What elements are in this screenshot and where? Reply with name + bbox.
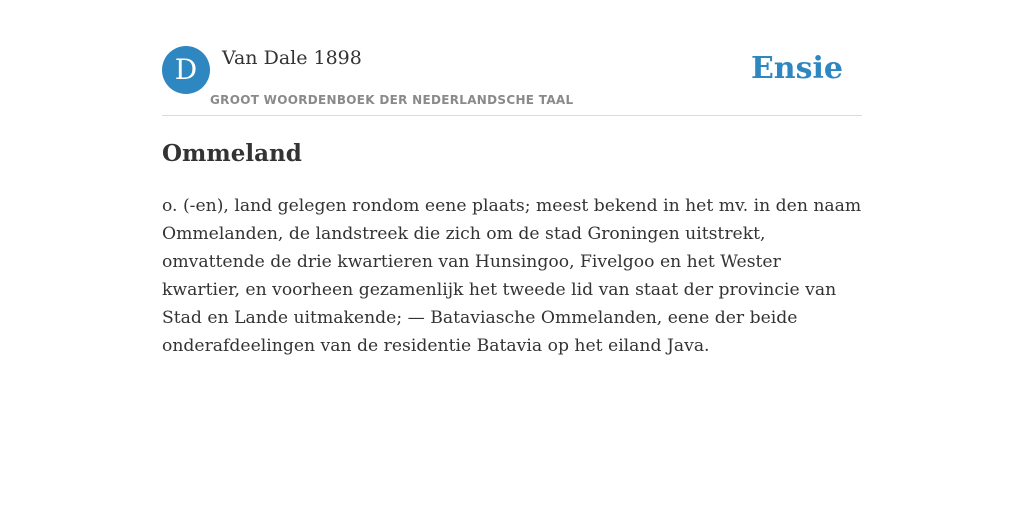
entry-definition: o. (-en), land gelegen rondom eene plaats; meest bekend in het mv. in den naam Ommelanden, de landstreek die zich om de stad Groningen uitstrekt, omvattende de drie kwartieren van Hunsingoo, Fivelgoo en het Wester kwartier, en voorheen gezamenlijk het tweede lid van staat der provincie van Stad en Lande uitmakende; — Bataviasche Ommelanden, eene der beide onderafdeelingen van de residentie Batavia op het eiland Java.	[162, 196, 862, 356]
ensie-logo[interactable]: Ensie	[750, 51, 843, 86]
dictionary-subtitle: GROOT WOORDENBOEK DER NEDERLANDSCHE TAAL	[210, 93, 574, 107]
entry-headword: Ommeland	[162, 140, 302, 167]
dictionary-header	[162, 46, 862, 116]
dictionary-avatar[interactable]: D	[162, 46, 210, 94]
dictionary-title[interactable]: Van Dale 1898	[222, 47, 362, 69]
